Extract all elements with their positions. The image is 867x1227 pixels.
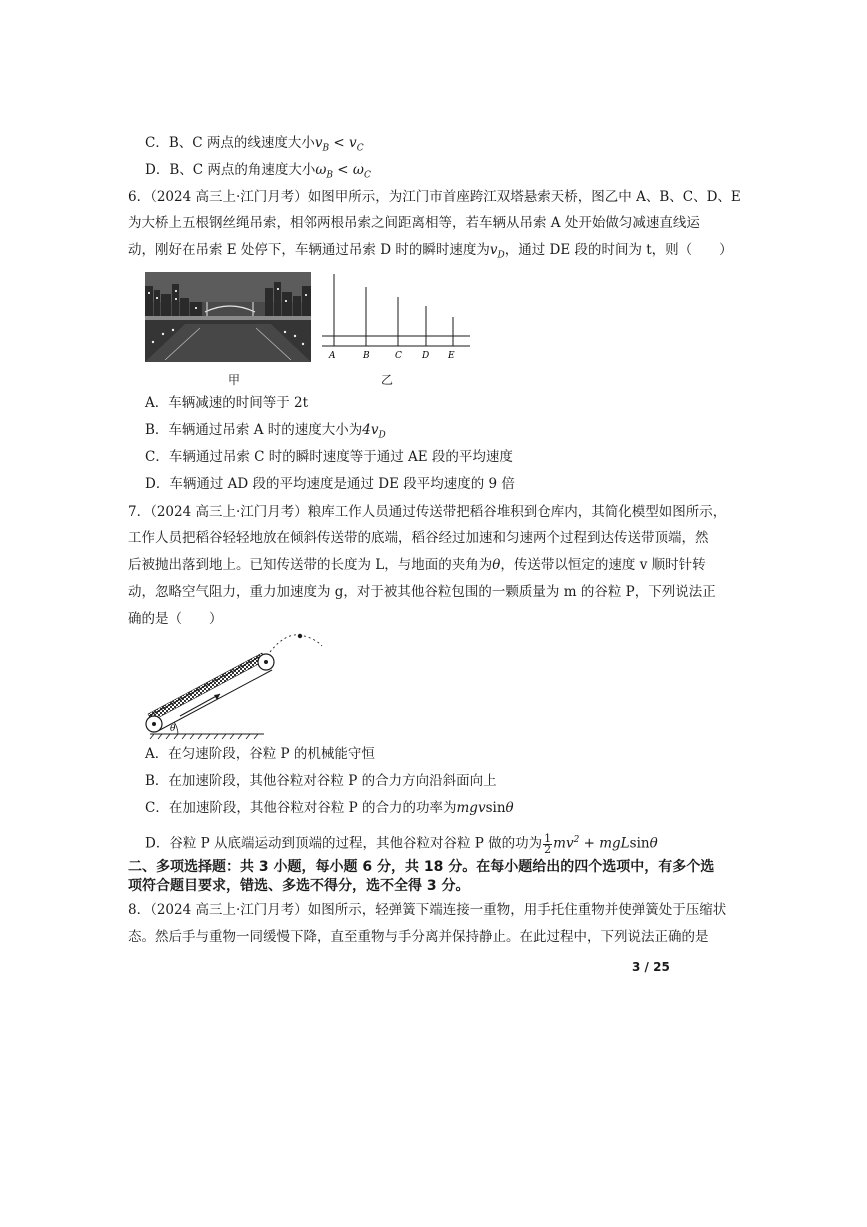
question-6-line-3: 动，刚好在吊索 E 处停下，车辆通过吊索 D 时的瞬时速度为$v_D$，通过 DE 段的时间为 t，则（ ） xyxy=(128,242,733,261)
label-d: D xyxy=(422,351,430,361)
label-c: C xyxy=(395,351,402,361)
question-6-option-a: A．车辆减速的时间等于 2t xyxy=(145,395,309,411)
question-7-line-3: 后被抛出落到地上。已知传送带的长度为 L，与地面的夹角为θ，传送带以恒定的速度 v 顺时针转 xyxy=(128,557,706,573)
figure-caption-yi: 乙 xyxy=(381,373,394,387)
figure-caption-jia: 甲 xyxy=(228,373,241,387)
question-7-line-4: 动，忽略空气阻力，重力加速度为 g，对于被其他谷粒包围的一颗质量为 m 的谷粒 P，下列说法正 xyxy=(128,584,716,600)
question-7-option-b: B．在加速阶段，其他谷粒对谷粒 P 的合力方向沿斜面向上 xyxy=(145,773,497,789)
trajectory-curve xyxy=(270,635,322,652)
question-8-line-1: 8．（2024 高三上·江门月考）如图所示，轻弹簧下端连接一重物，用手托住重物并使弹簧处于压缩状 xyxy=(128,902,727,918)
option-c-prev: C．B、C 两点的线速度大小$v_B < v_C$ xyxy=(145,135,364,154)
grain-particle xyxy=(298,634,302,638)
question-7-line-5: 确的是（ ） xyxy=(128,611,223,627)
question-7-line-1: 7．（2024 高三上·江门月考）粮库工作人员通过传送带把稻谷堆积到仓库内，其简化模型如图所示， xyxy=(128,504,727,520)
label-e: E xyxy=(448,351,455,361)
section-2-heading-line-1: 二、多项选择题：共 3 小题，每小题 6 分，共 18 分。在每小题给出的四个选项中，有多个选 xyxy=(128,859,715,875)
conveyor-diagram xyxy=(140,628,340,740)
question-7-option-c: C．在加速阶段，其他谷粒对谷粒 P 的合力的功率为mgvsinθ xyxy=(145,800,514,816)
question-7-option-a: A．在匀速阶段，谷粒 P 的机械能守恒 xyxy=(145,746,375,762)
ground-hatch xyxy=(150,734,258,739)
label-b: B xyxy=(363,351,370,361)
question-6-option-c: C．车辆通过吊索 C 时的瞬时速度等于通过 AE 段的平均速度 xyxy=(145,449,513,465)
angle-label: θ xyxy=(170,724,176,734)
option-d-prev: D．B、C 两点的角速度大小$\omega_B < \omega_C$ xyxy=(145,162,371,181)
question-6-option-b: B．车辆通过吊索 A 时的速度大小为$4v_D$ xyxy=(145,422,386,441)
question-6-line-2: 为大桥上五根钢丝绳吊索，相邻两根吊索之间距离相等，若车辆从吊索 A 处开始做匀减速直线运 xyxy=(128,215,700,231)
question-7-line-2: 工作人员把稻谷轻轻地放在倾斜传送带的底端，稻谷经过加速和匀速两个过程到达传送带顶端，然 xyxy=(128,530,709,546)
question-7-option-d: D．谷粒 P 从底端运动到顶端的过程，其他谷粒对谷粒 P 做的功为 $\frac{1}{2}$ $mv^2 + mgLsin\theta$ xyxy=(145,831,658,856)
question-6-line-1: 6．（2024 高三上·江门月考）如图甲所示，为江门市首座跨江双塔悬索天桥，图乙中 A、B、C、D、E xyxy=(128,189,741,205)
belt-top xyxy=(149,655,263,716)
question-8-line-2: 态。然后手与重物一同缓慢下降，直至重物与手分离并保持静止。在此过程中，下列说法正确的是 xyxy=(128,929,709,945)
page-number: 3 / 25 xyxy=(632,960,670,974)
bridge-photo-art xyxy=(145,272,311,362)
bridge-photo xyxy=(145,272,311,362)
section-2-heading-line-2: 项符合题目要求，错选、多选不得分，选不全得 3 分。 xyxy=(128,878,470,894)
label-a: A xyxy=(329,351,336,361)
cable-diagram xyxy=(318,270,474,365)
question-6-option-d: D．车辆通过 AD 段的平均速度是通过 DE 段平均速度的 9 倍 xyxy=(145,476,515,492)
